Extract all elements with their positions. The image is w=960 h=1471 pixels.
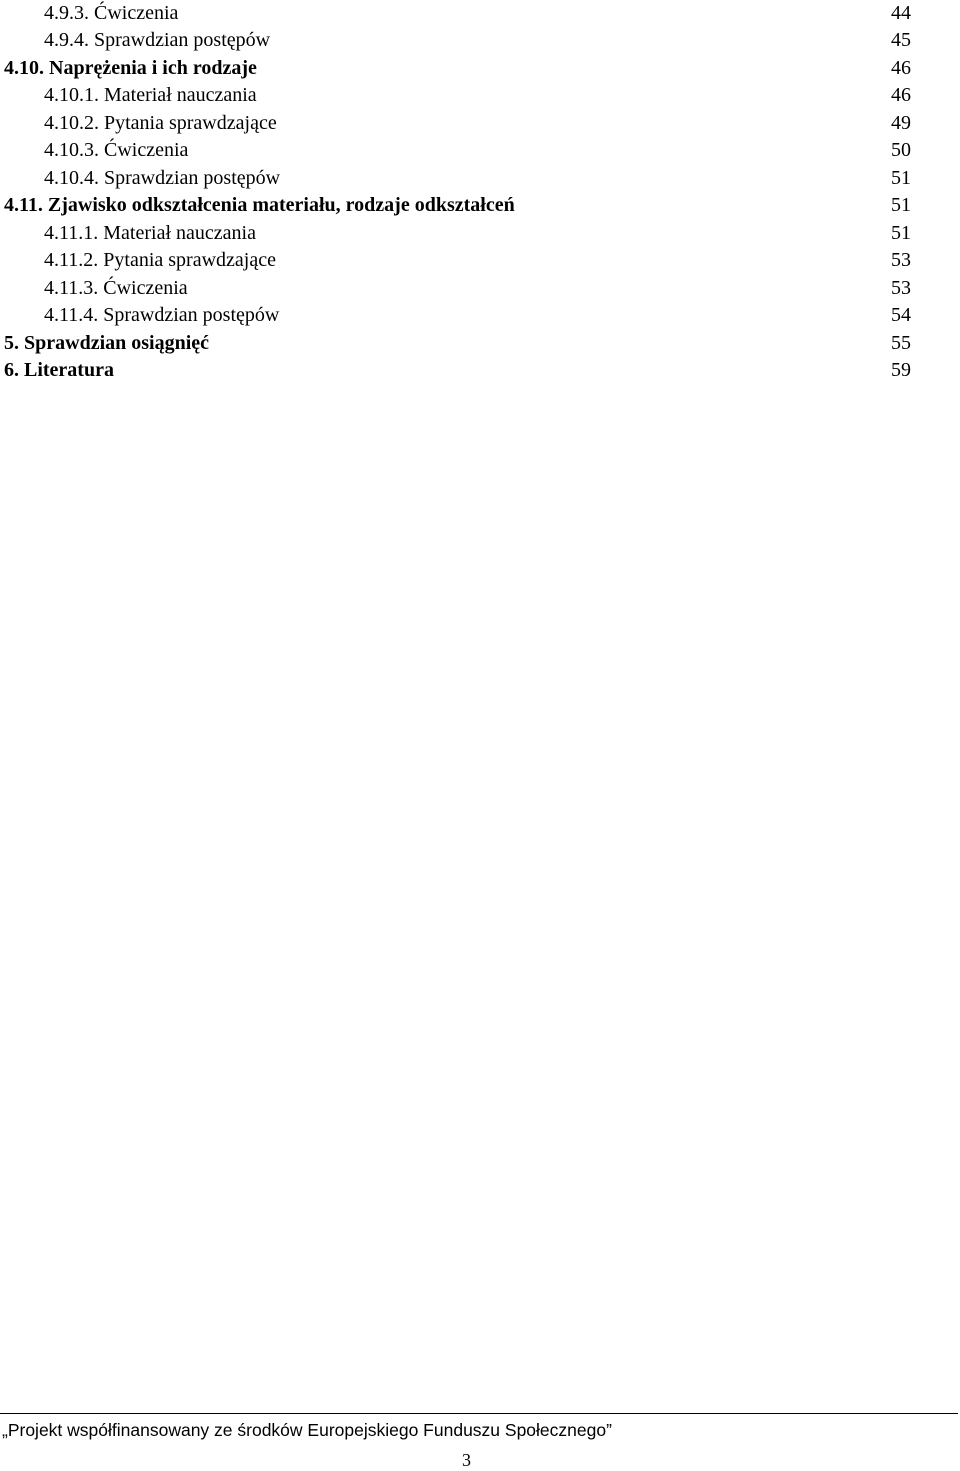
toc-entry-title: 4.10.3. Ćwiczenia bbox=[44, 139, 189, 161]
toc-entry-page: 59 bbox=[891, 359, 911, 381]
toc-entry-page: 51 bbox=[891, 167, 911, 189]
toc-entry-page: 45 bbox=[891, 29, 911, 51]
page-number: 3 bbox=[462, 1450, 471, 1470]
toc-entry-title: 4.10.1. Materiał nauczania bbox=[44, 84, 257, 106]
toc-entry-page: 49 bbox=[891, 112, 911, 134]
toc-entry-title: 4.10.4. Sprawdzian postępów bbox=[44, 167, 281, 189]
toc-entry-page: 50 bbox=[891, 139, 911, 161]
toc-entry-page: 53 bbox=[891, 249, 911, 271]
toc-entry-title: 4.11.1. Materiał nauczania bbox=[44, 222, 256, 244]
toc-entry-title: 4.11.3. Ćwiczenia bbox=[44, 277, 188, 299]
toc-entry-title: 5. Sprawdzian osiągnięć bbox=[4, 332, 210, 354]
toc-entry-title: 4.10.2. Pytania sprawdzające bbox=[44, 112, 277, 134]
toc-entry-title: 6. Literatura bbox=[4, 359, 114, 381]
toc-entry-page: 46 bbox=[891, 84, 911, 106]
toc-entry-title: 4.11.2. Pytania sprawdzające bbox=[44, 249, 276, 271]
footer-divider bbox=[0, 1413, 958, 1414]
toc-entry-page: 44 bbox=[891, 2, 911, 24]
toc-entry-title: 4.11.4. Sprawdzian postępów bbox=[44, 304, 280, 326]
toc-entry-page: 51 bbox=[891, 194, 911, 216]
toc-entry-title: 4.9.4. Sprawdzian postępów bbox=[44, 29, 271, 51]
toc-entry-title: 4.9.3. Ćwiczenia bbox=[44, 2, 179, 24]
toc-entry-page: 55 bbox=[891, 332, 911, 354]
toc-entry-title: 4.11. Zjawisko odkształcenia materiału, rodzaje odkształceń bbox=[4, 194, 515, 216]
toc-entry-title: 4.10. Naprężenia i ich rodzaje bbox=[4, 57, 257, 79]
toc-entry-page: 54 bbox=[891, 304, 911, 326]
toc-entry-page: 53 bbox=[891, 277, 911, 299]
toc-entry-page: 51 bbox=[891, 222, 911, 244]
footer-project-note: „Projekt współfinansowany ze środków Europejskiego Funduszu Społecznego” bbox=[2, 1420, 612, 1440]
toc-entry-page: 46 bbox=[891, 57, 911, 79]
